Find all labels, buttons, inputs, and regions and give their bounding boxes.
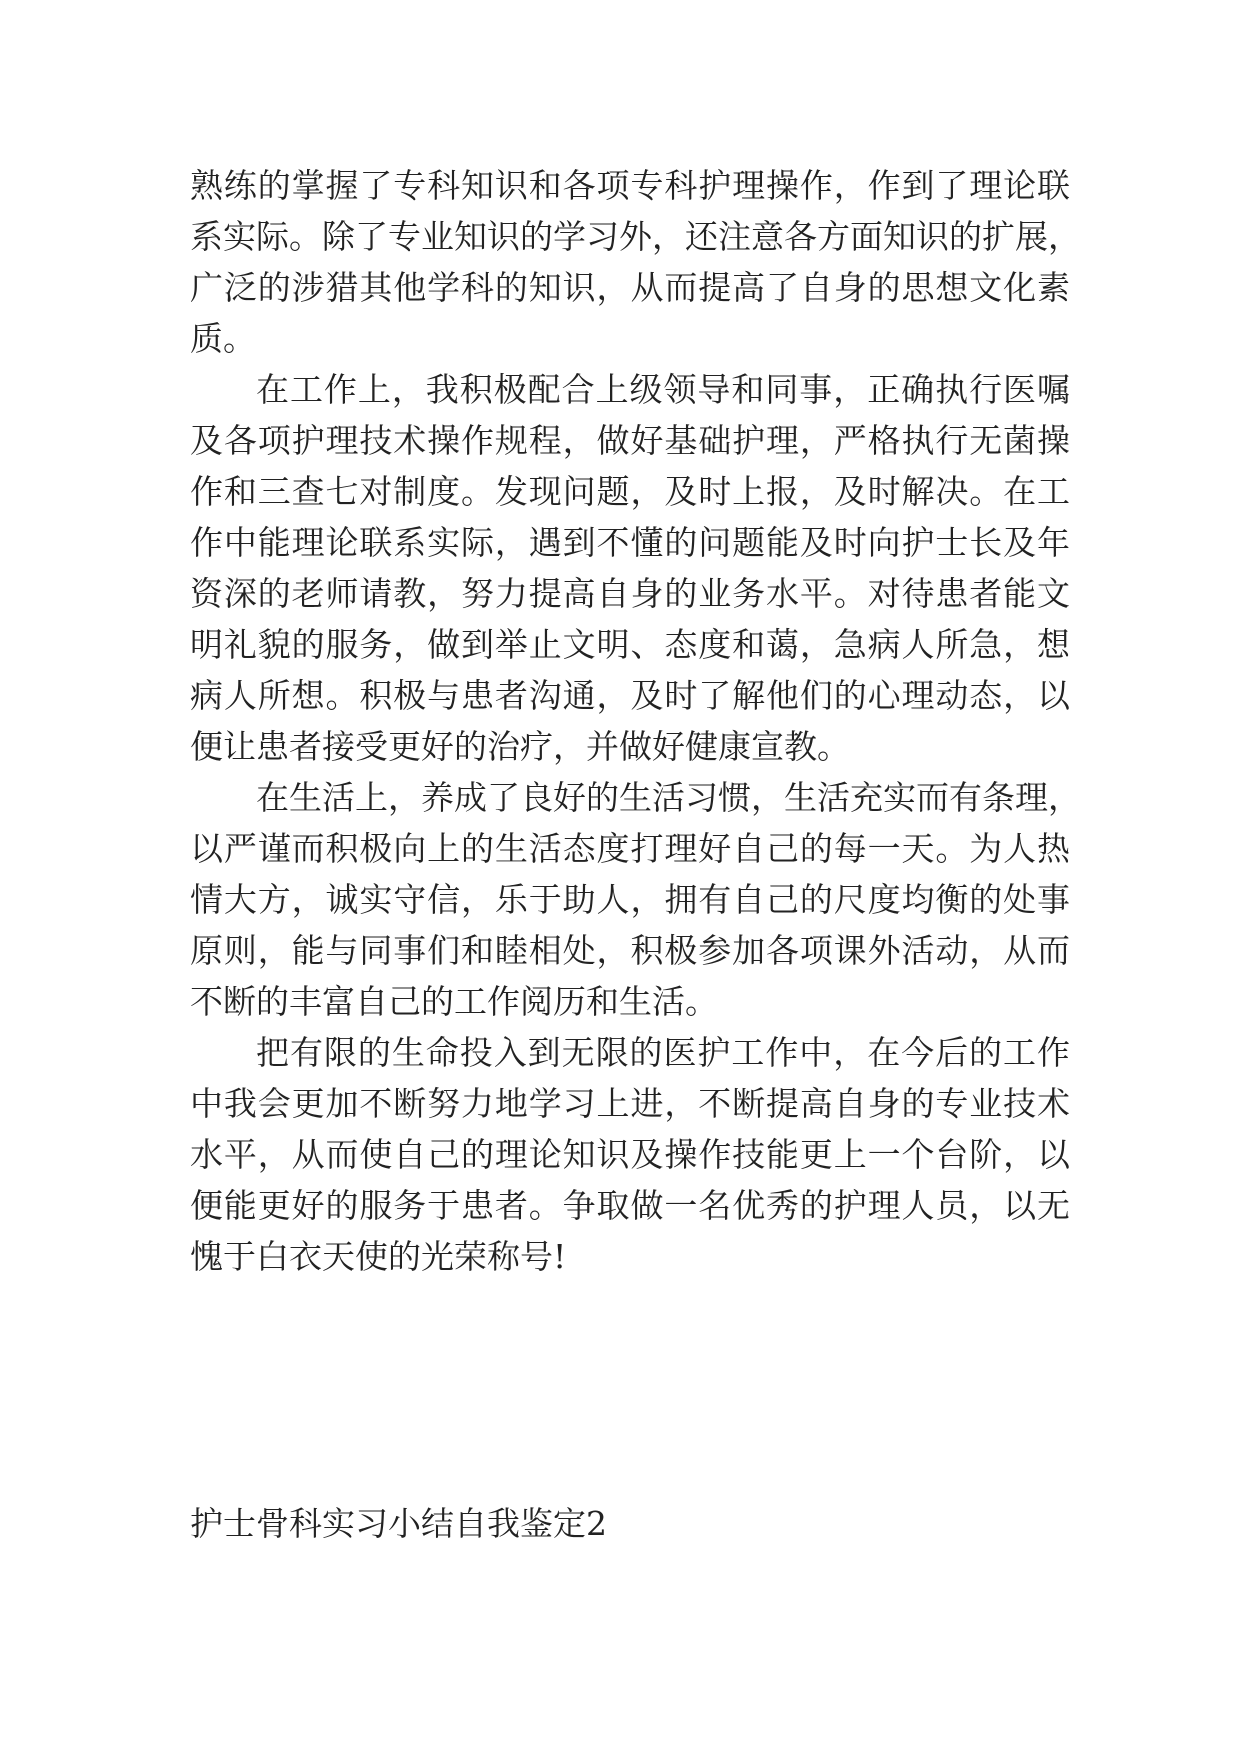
text-line: 便能更好的服务于患者。争取做一名优秀的护理人员，以无 [190,1186,1070,1225]
text-line: 作和三查七对制度。发现问题，及时上报，及时解决。在工 [190,472,1070,511]
paragraph-future [190,1027,1070,1282]
text-line: 在工作上，我积极配合上级领导和同事，正确执行医嘱 [256,370,1070,409]
text-line: 中我会更加不断努力地学习上进，不断提高自身的专业技术 [190,1084,1070,1123]
section-title: 护士骨科实习小结自我鉴定2 [190,1504,607,1543]
text-line: 病人所想。积极与患者沟通，及时了解他们的心理动态，以 [190,676,1070,715]
text-line: 水平，从而使自己的理论知识及操作技能更上一个台阶，以 [190,1135,1070,1174]
text-line: 不断的丰富自己的工作阅历和生活。 [190,982,718,1021]
text-line: 质。 [190,319,256,358]
text-line: 原则，能与同事们和睦相处，积极参加各项课外活动，从而 [190,931,1070,970]
text-line: 在生活上，养成了良好的生活习惯，生活充实而有条理， [256,778,1081,817]
text-line: 把有限的生命投入到无限的医护工作中，在今后的工作 [256,1033,1070,1072]
text-line: 资深的老师请教，努力提高自身的业务水平。对待患者能文 [190,574,1070,613]
text-line: 作中能理论联系实际，遇到不懂的问题能及时向护士长及年 [190,523,1070,562]
text-line: 广泛的涉猎其他学科的知识，从而提高了自身的思想文化素 [190,268,1070,307]
text-line: 及各项护理技术操作规程，做好基础护理，严格执行无菌操 [190,421,1070,460]
paragraph-work [190,364,1070,772]
text-line: 以严谨而积极向上的生活态度打理好自己的每一天。为人热 [190,829,1070,868]
text-line: 熟练的掌握了专科知识和各项专科护理操作，作到了理论联 [190,166,1070,205]
document-body [190,160,1081,1282]
paragraph-knowledge [190,160,1081,364]
text-line: 明礼貌的服务，做到举止文明、态度和蔼，急病人所急，想 [190,625,1070,664]
text-line: 系实际。除了专业知识的学习外，还注意各方面知识的扩展， [190,217,1081,256]
text-line: 情大方，诚实守信，乐于助人，拥有自己的尺度均衡的处事 [190,880,1070,919]
text-line: 愧于白衣天使的光荣称号! [190,1237,567,1276]
paragraph-life [190,772,1081,1027]
text-line: 便让患者接受更好的治疗，并做好健康宣教。 [190,727,850,766]
